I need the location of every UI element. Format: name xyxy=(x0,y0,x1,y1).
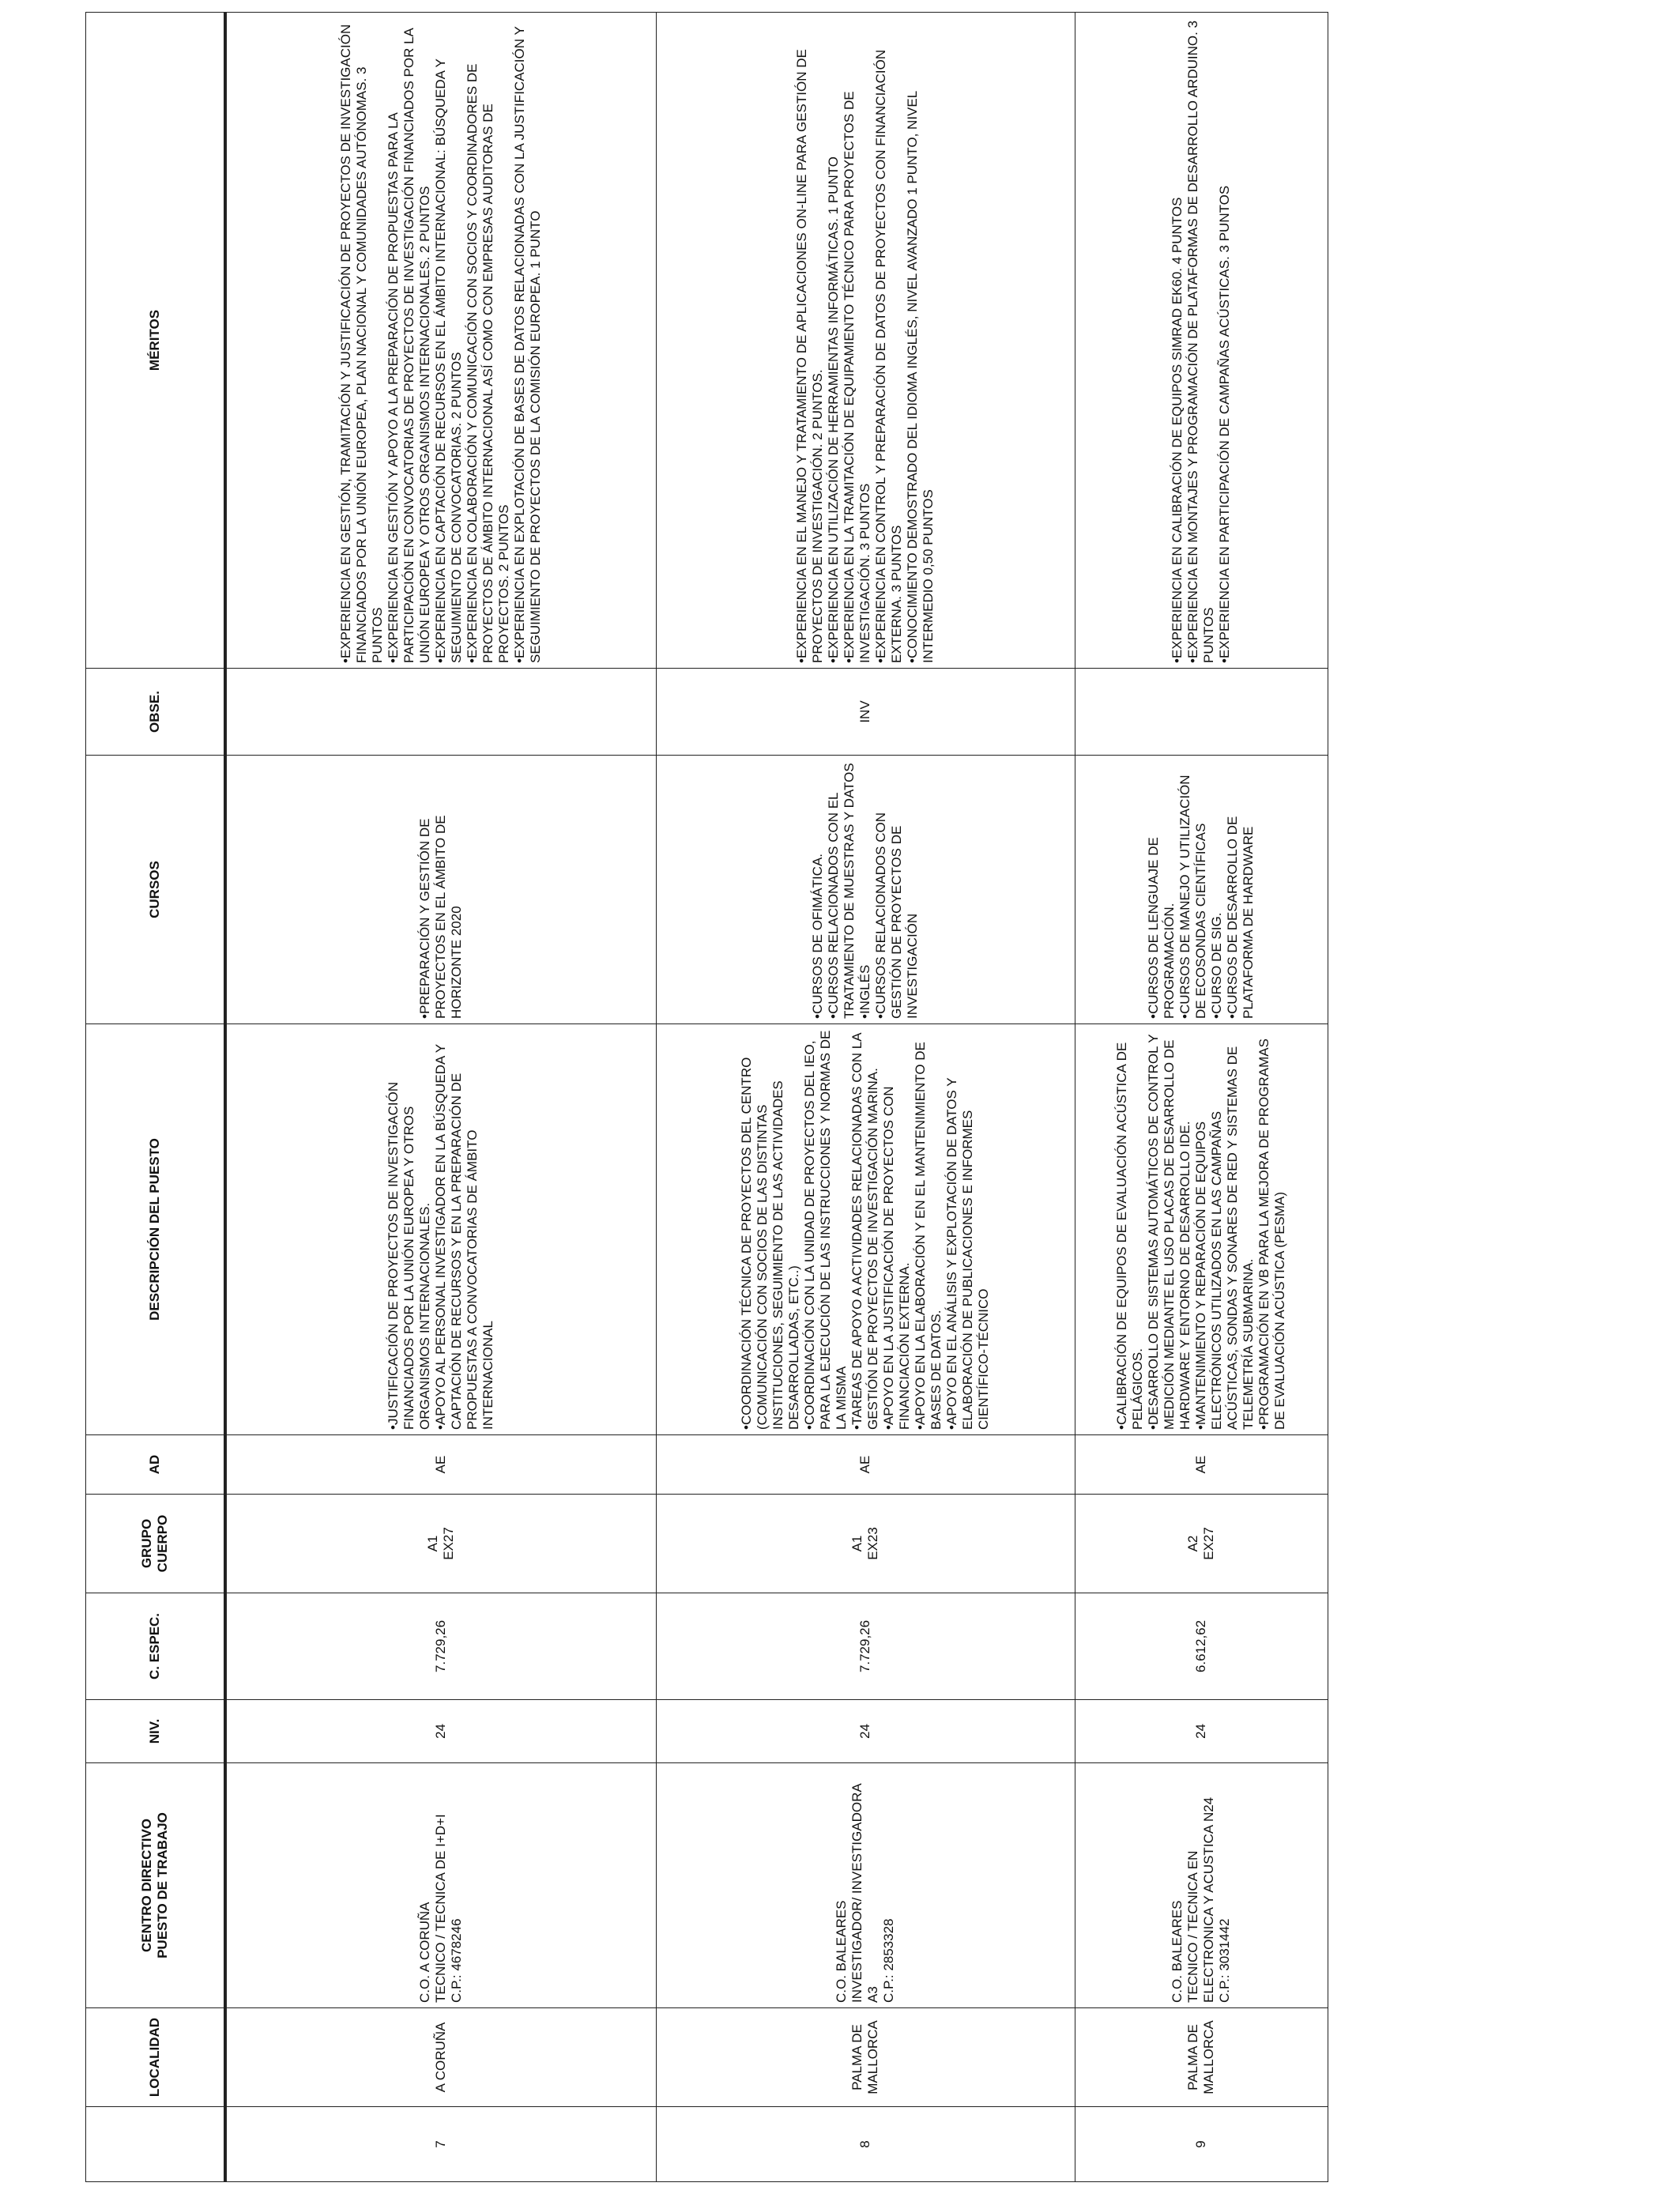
row-num: 9 xyxy=(1075,2107,1328,2182)
row-obse: INV xyxy=(656,669,1075,756)
descripcion-item: • JUSTIFICACIÓN DE PROYECTOS DE INVESTIGACIÓN FINANCIADOS POR LA UNIÓN EUROPEA Y OTROS ORGANISMOS INTERNACIONALES. xyxy=(386,1029,433,1430)
row-cursos xyxy=(225,756,656,1024)
centro-line: C.P.: 2853328 xyxy=(881,1918,896,2003)
meritos-item: • EXPERIENCIA EN EXPLOTACIÓN DE BASES DE DATOS RELACIONADAS CON LA JUSTIFICACIÓN Y SEGUIMIENTO DE PROYECTOS DE LA COMISIÓN EUROPEA. 1 PUNTO xyxy=(512,17,544,663)
meritos-item: • EXPERIENCIA EN LA TRAMITACIÓN DE EQUIPAMIENTO TÉCNICO PARA PROYECTOS DE INVESTIGACIÓN. 3 PUNTOS xyxy=(842,17,873,663)
header-obse: OBSE. xyxy=(86,669,226,756)
row-niv: 24 xyxy=(656,1700,1075,1763)
descripcion-item: • COORDINACIÓN CON LA UNIDAD DE PROYECTOS DEL IEO, PARA LA EJECUCIÓN DE LAS INSTRUCCIONES Y NORMAS DE LA MISMA xyxy=(802,1029,849,1430)
header-centro-line2: PUESTO DE TRABAJO xyxy=(155,1812,170,1958)
row-ad: AE xyxy=(656,1435,1075,1495)
row-grupo xyxy=(1075,1495,1328,1593)
row-centro xyxy=(1075,1763,1328,2008)
descripcion-item: • TAREAS DE APOYO A ACTIVIDADES RELACIONADAS CON LA GESTIÓN DE PROYECTOS DE INVESTIGACIÓN MARINA. xyxy=(849,1029,881,1430)
centro-line: C.O. A CORUÑA xyxy=(417,1902,433,2003)
grupo-line: A1 xyxy=(849,1535,864,1552)
row-num: 8 xyxy=(656,2107,1075,2182)
row-meritos xyxy=(656,13,1075,669)
header-ad: AD xyxy=(86,1435,226,1495)
row-c-espec: 7.729,26 xyxy=(225,1593,656,1700)
row-obse xyxy=(1075,669,1328,756)
centro-line: C.P.: 4678246 xyxy=(449,1918,465,2003)
grupo-line: A2 xyxy=(1185,1535,1200,1552)
header-niv: NIV. xyxy=(86,1700,226,1763)
header-grupo xyxy=(86,1495,226,1593)
row-cursos xyxy=(1075,756,1328,1024)
header-cursos: CURSOS xyxy=(86,756,226,1024)
row-niv: 24 xyxy=(1075,1700,1328,1763)
table-row xyxy=(225,13,656,2182)
meritos-item: • EXPERIENCIA EN CALIBRACIÓN DE EQUIPOS SIMRAD EK60. 4 PUNTOS xyxy=(1170,17,1185,663)
centro-line: TECNICO / TECNICA EN ELECTRONICA Y ACUSTICA N24 xyxy=(1185,1796,1216,2003)
row-centro xyxy=(656,1763,1075,2008)
cursos-item: • INGLÉS xyxy=(857,760,873,1019)
row-ad: AE xyxy=(225,1435,656,1495)
centro-line: INVESTIGADOR/ INVESTIGADORA A3 xyxy=(849,1784,880,2003)
table-row xyxy=(1075,13,1328,2182)
meritos-item: • EXPERIENCIA EN UTILIZACIÓN DE HERRAMIENTAS INFORMÁTICAS. 1 PUNTO xyxy=(826,17,842,663)
descripcion-item: • PROGRAMACIÓN EN VB PARA LA MEJORA DE PROGRAMAS DE EVALUACIÓN ACÚSTICA (PESMA) xyxy=(1256,1029,1288,1430)
cursos-item: • CURSOS DE OFIMÁTICA. xyxy=(810,760,826,1019)
header-num xyxy=(86,2107,226,2182)
row-obse xyxy=(225,669,656,756)
header-row xyxy=(86,13,226,2182)
meritos-item: • EXPERIENCIA EN EL MANEJO Y TRATAMIENTO DE APLICACIONES ON-LINE PARA GESTIÓN DE PROYECTOS DE INVESTIGACIÓN. 2 PUNTOS. xyxy=(794,17,826,663)
row-c-espec: 6.612,62 xyxy=(1075,1593,1328,1700)
localidad-line: MALLORCA xyxy=(865,2020,880,2094)
header-grupo-line1: GRUPO xyxy=(139,1518,154,1569)
localidad-line: MALLORCA xyxy=(1201,2020,1216,2094)
row-c-espec: 7.729,26 xyxy=(656,1593,1075,1700)
grupo-line: A1 xyxy=(425,1535,441,1552)
row-descripcion xyxy=(1075,1024,1328,1435)
descripcion-item: • MANTENIMIENTO Y REPARACIÓN DE EQUIPOS ELECTRÓNICOS UTILIZADOS EN LAS CAMPAÑAS ACÚSTICAS, SONDAS Y SONARES DE RED Y SISTEMAS DE TELEMETRÍA SUBMARINA. xyxy=(1193,1029,1256,1430)
header-c-espec: C. ESPEC. xyxy=(86,1593,226,1700)
meritos-item: • EXPERIENCIA EN MONTAJES Y PROGRAMACIÓN DE PLATAFORMAS DE DESARROLLO ARDUINO. 3 PUNTOS xyxy=(1185,17,1217,663)
descripcion-item: • APOYO EN LA JUSTIFICACIÓN DE PROYECTOS CON FINANCIACIÓN EXTERNA. xyxy=(881,1029,913,1430)
meritos-item: • EXPERIENCIA EN GESTIÓN, TRAMITACIÓN Y JUSTIFICACIÓN DE PROYECTOS DE INVESTIGACIÓN FINANCIADOS POR LA UNIÓN EUROPEA, PLAN NACIONAL Y COMUNIDADES AUTÓNOMAS. 3 PUNTOS xyxy=(338,17,386,663)
meritos-item: • CONOCIMIENTO DEMOSTRADO DEL IDIOMA INGLÉS, NIVEL AVANZADO 1 PUNTO, NIVEL INTERMEDIO 0,50 PUNTOS xyxy=(905,17,936,663)
centro-line: C.O. BALEARES xyxy=(834,1900,849,2003)
table-row xyxy=(656,13,1075,2182)
cursos-item: • PREPARACIÓN Y GESTIÓN DE PROYECTOS EN EL ÁMBITO DE HORIZONTE 2020 xyxy=(417,760,465,1019)
cursos-item: • CURSOS RELACIONADOS CON EL TRATAMIENTO DE MUESTRAS Y DATOS xyxy=(826,760,857,1019)
descripcion-item: • APOYO EN LA ELABORACIÓN Y EN EL MANTENIMIENTO DE BASES DE DATOS. xyxy=(913,1029,944,1430)
row-grupo xyxy=(656,1495,1075,1593)
row-localidad xyxy=(656,2008,1075,2107)
descripcion-item: • COORDINACIÓN TÉCNICA DE PROYECTOS DEL CENTRO (COMUNICACIÓN CON SOCIOS DE LAS DISTINTAS INSTITUCIONES, SEGUIMIENTO DE LAS ACTIVIDADES DESARROLLADAS, ETC..) xyxy=(739,1029,802,1430)
row-niv: 24 xyxy=(225,1700,656,1763)
descripcion-item: • CALIBRACIÓN DE EQUIPOS DE EVALUACIÓN ACÚSTICA DE PELÁGICOS. xyxy=(1114,1029,1146,1430)
cursos-item: • CURSOS DE LENGUAJE DE PROGRAMACIÓN. xyxy=(1146,760,1177,1019)
meritos-item: • EXPERIENCIA EN CONTROL Y PREPARACIÓN DE DATOS DE PROYECTOS CON FINANCIACIÓN EXTERNA. 3 PUNTOS xyxy=(873,17,905,663)
job-positions-table xyxy=(85,12,1328,2182)
cursos-item: • CURSO DE SIG. xyxy=(1209,760,1225,1019)
cursos-item: • CURSOS DE MANEJO Y UTILIZACIÓN DE ECOSONDAS CIENTÍFICAS xyxy=(1177,760,1209,1019)
localidad-line: PALMA DE xyxy=(1185,2024,1200,2090)
header-centro-line1: CENTRO DIRECTIVO xyxy=(139,1818,154,1953)
meritos-item: • EXPERIENCIA EN PARTICIPACIÓN DE CAMPAÑAS ACÚSTICAS. 3 PUNTOS xyxy=(1217,17,1233,663)
row-centro xyxy=(225,1763,656,2008)
table-body xyxy=(225,13,1328,2182)
centro-line: C.P.: 3031442 xyxy=(1217,1918,1232,2003)
grupo-line: EX27 xyxy=(1201,1527,1216,1560)
header-grupo-line2: CUERPO xyxy=(155,1514,170,1573)
descripcion-item: • APOYO AL PERSONAL INVESTIGADOR EN LA BÚSQUEDA Y CAPTACIÓN DE RECURSOS Y EN LA PREPARACIÓN DE PROPUESTAS A CONVOCATORIAS DE ÁMBITO INTERNACIONAL xyxy=(433,1029,496,1430)
localidad-line: A CORUÑA xyxy=(433,2022,449,2093)
meritos-item: • EXPERIENCIA EN CAPTACIÓN DE RECURSOS EN EL ÁMBITO INTERNACIONAL: BÚSQUEDA Y SEGUIMIENTO DE CONVOCATORIAS. 2 PUNTOS xyxy=(433,17,465,663)
header-descripcion: DESCRIPCIÓN DEL PUESTO xyxy=(86,1024,226,1435)
row-localidad xyxy=(1075,2008,1328,2107)
grupo-line: EX27 xyxy=(441,1527,457,1560)
header-meritos: MÉRITOS xyxy=(86,13,226,669)
cursos-item: • CURSOS RELACIONADOS CON GESTIÓN DE PROYECTOS DE INVESTIGACIÓN xyxy=(873,760,921,1019)
row-grupo xyxy=(225,1495,656,1593)
descripcion-item: • DESARROLLO DE SISTEMAS AUTOMÁTICOS DE CONTROL Y MEDICIÓN MEDIANTE EL USO PLACAS DE DESARROLLO DE HARDWARE Y ENTORNO DE DESARROLLO IDE. xyxy=(1146,1029,1193,1430)
row-ad: AE xyxy=(1075,1435,1328,1495)
header-localidad: LOCALIDAD xyxy=(86,2008,226,2107)
meritos-item: • EXPERIENCIA EN GESTIÓN Y APOYO A LA PREPARACIÓN DE PROPUESTAS PARA LA PARTICIPACIÓN EN CONVOCATORIAS DE PROYECTOS DE INVESTIGACIÓN FINANCIADOS POR LA UNIÓN EUROPEA Y OTROS ORGANISMOS INTERNACIONALES. 2 PUNTOS xyxy=(386,17,433,663)
descripcion-item: • APOYO EN EL ANÁLISIS Y EXPLOTACIÓN DE DATOS Y ELABORACIÓN DE PUBLICACIONES E INFORMES CIENTÍFICO-TÉCNICO xyxy=(944,1029,992,1430)
row-num: 7 xyxy=(225,2107,656,2182)
centro-line: C.O. BALEARES xyxy=(1170,1900,1185,2003)
meritos-item: • EXPERIENCIA EN COLABORACIÓN Y COMUNICACIÓN CON SOCIOS Y COORDINADORES DE PROYECTOS DE ÁMBITO INTERNACIONAL ASÍ COMO CON EMPRESAS AUDITORAS DE PROYECTOS. 2 PUNTOS xyxy=(465,17,512,663)
cursos-item: • CURSOS DE DESARROLLO DE PLATAFORMA DE HARDWARE xyxy=(1225,760,1256,1019)
centro-line: TECNICO / TECNICA DE I+D+I xyxy=(433,1814,449,2003)
row-descripcion xyxy=(225,1024,656,1435)
grupo-line: EX23 xyxy=(865,1527,880,1560)
row-meritos xyxy=(1075,13,1328,669)
header-centro xyxy=(86,1763,226,2008)
row-cursos xyxy=(656,756,1075,1024)
localidad-line: PALMA DE xyxy=(849,2024,864,2090)
row-descripcion xyxy=(656,1024,1075,1435)
row-meritos xyxy=(225,13,656,669)
row-localidad xyxy=(225,2008,656,2107)
